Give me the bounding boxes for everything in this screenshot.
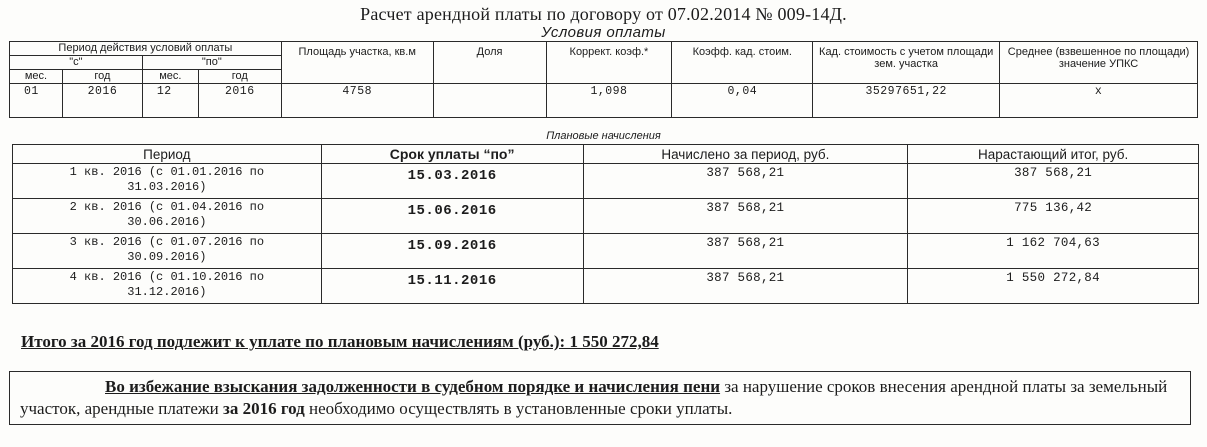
- period-line-1: 1 кв. 2016 (с 01.01.2016 по: [69, 165, 265, 179]
- period-line-1: 4 кв. 2016 (с 01.10.2016 по: [69, 270, 265, 284]
- due-date-cell: 15.06.2016: [321, 199, 583, 234]
- notice-text-part2: необходимо осуществлять в установленные сроки уплаты.: [304, 399, 733, 418]
- period-column-header: Период: [13, 145, 322, 164]
- from-year-header: год: [62, 70, 142, 84]
- cumulative-column-header: Нарастающий итог, руб.: [908, 145, 1199, 164]
- notice-text: [20, 376, 1182, 420]
- share-header: Доля: [433, 42, 546, 84]
- period-line-2: 30.09.2016): [127, 250, 207, 264]
- from-year-value: 2016: [62, 84, 142, 118]
- correction-coef-value: 1,098: [546, 84, 672, 118]
- charged-cell: 387 568,21: [583, 234, 908, 269]
- to-header: "по": [142, 56, 281, 70]
- table-row: [13, 199, 1199, 234]
- planned-charges-caption: Плановые начисления: [546, 130, 661, 142]
- notice-bold-year: за 2016 год: [223, 399, 305, 418]
- due-date-cell: 15.09.2016: [321, 234, 583, 269]
- cadastral-value-value: 35297651,22: [813, 84, 1000, 118]
- period-line-2: 31.03.2016): [127, 180, 207, 194]
- from-header: "с": [10, 56, 143, 70]
- document-title: Расчет арендной платы по договору от 07.02.2014 № 009-14Д.: [360, 4, 847, 24]
- due-date-cell: 15.11.2016: [321, 269, 583, 304]
- period-cell: [13, 269, 322, 304]
- period-cell: [13, 164, 322, 199]
- period-line-1: 2 кв. 2016 (с 01.04.2016 по: [69, 200, 265, 214]
- cadastral-value-header: Кад. стоимость с учетом площади зем. участка: [813, 42, 1000, 84]
- period-line-2: 30.06.2016): [127, 215, 207, 229]
- upks-value: x: [1000, 84, 1198, 118]
- table-row: [13, 269, 1199, 304]
- period-cell: [13, 234, 322, 269]
- period-cell: [13, 199, 322, 234]
- planned-charges-table: [12, 144, 1199, 304]
- charged-column-header: Начислено за период, руб.: [583, 145, 908, 164]
- correction-coef-header: Коррект. коэф.*: [546, 42, 672, 84]
- charged-cell: 387 568,21: [583, 269, 908, 304]
- due-date-cell: 15.03.2016: [321, 164, 583, 199]
- from-month-value: 01: [10, 84, 63, 118]
- charged-cell: 387 568,21: [583, 199, 908, 234]
- area-header: Площадь участка, кв.м: [281, 42, 433, 84]
- area-value: 4758: [281, 84, 433, 118]
- to-year-header: год: [198, 70, 281, 84]
- from-month-header: мес.: [10, 70, 63, 84]
- period-line-2: 31.12.2016): [127, 285, 207, 299]
- cadastral-coef-header: Коэфф. кад. стоим.: [672, 42, 813, 84]
- due-date-column-header: Срок уплаты “по”: [321, 145, 583, 164]
- cumulative-cell: 387 568,21: [908, 164, 1199, 199]
- table-row: [13, 164, 1199, 199]
- cumulative-cell: 1 162 704,63: [908, 234, 1199, 269]
- conditions-values-row: [10, 84, 1198, 118]
- cumulative-cell: 775 136,42: [908, 199, 1199, 234]
- period-line-1: 3 кв. 2016 (с 01.07.2016 по: [69, 235, 265, 249]
- table-row: [13, 234, 1199, 269]
- payment-conditions-table: [9, 41, 1198, 118]
- notice-box: [9, 371, 1191, 425]
- share-value: [433, 84, 546, 118]
- yearly-total: Итого за 2016 год подлежит к уплате по плановым начислениям (руб.): 1 550 272,84: [21, 332, 659, 351]
- to-year-value: 2016: [198, 84, 281, 118]
- to-month-value: 12: [142, 84, 198, 118]
- to-month-header: мес.: [142, 70, 198, 84]
- charged-cell: 387 568,21: [583, 164, 908, 199]
- cadastral-coef-value: 0,04: [672, 84, 813, 118]
- notice-text-part1: за нарушение сроков внесения арендной платы за земельный участок, арендные платежи: [20, 377, 1168, 418]
- cumulative-cell: 1 550 272,84: [908, 269, 1199, 304]
- payment-conditions-caption: Условия оплаты: [541, 24, 666, 41]
- period-header: Период действия условий оплаты: [10, 42, 282, 56]
- notice-bold-underlined: Во избежание взыскания задолженности в судебном порядке и начисления пени: [105, 377, 721, 396]
- upks-header: Среднее (взвешенное по площади) значение УПКС: [1000, 42, 1198, 84]
